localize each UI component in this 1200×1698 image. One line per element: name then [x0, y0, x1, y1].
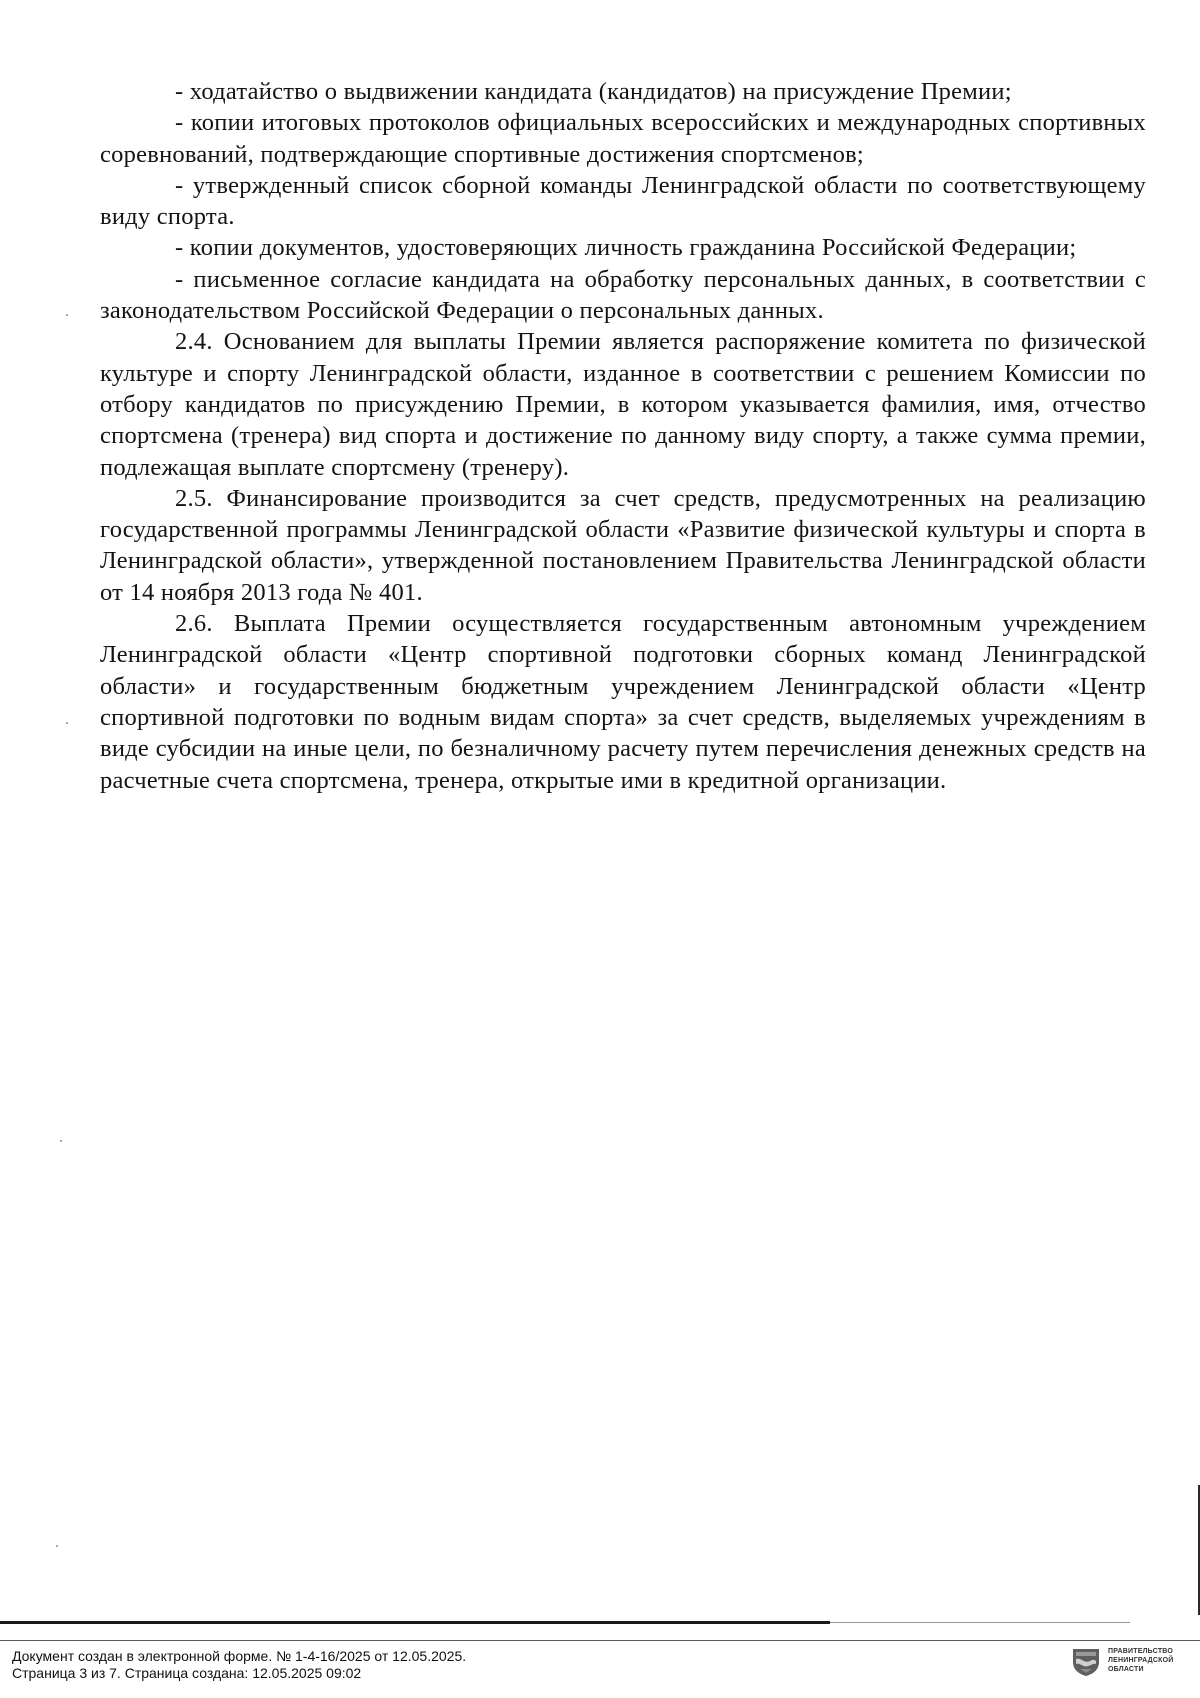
- footer-document-info: Документ создан в электронной форме. № 1-4-16/2025 от 12.05.2025.: [12, 1648, 467, 1664]
- list-item-protocol-copies: - копии итоговых протоколов официальных всероссийских и международных спортивных соревнований, подтверждающие спортивные достижения спортсменов;: [100, 109, 1146, 168]
- scan-bottom-rule: [0, 1621, 830, 1624]
- footer-page-info: Страница 3 из 7. Страница создана: 12.05.2025 09:02: [12, 1665, 362, 1681]
- list-item-team-roster: - утвержденный список сборной команды Ленинградской области по соответствующему виду спорта.: [100, 171, 1146, 231]
- section-2-4-paragraph: 2.4. Основанием для выплаты Премии является распоряжение комитета по физической культуре и спорту Ленинградской области, изданное в соответствии с решением Комиссии по отбору кандидатов по присуждению Премии, в котором указывается фамилия, имя, отчество спортсмена (тренера) вид спорта и достижение по данному виду спорту, а также сумма премии, подлежащая выплате спортсмену (тренеру).: [100, 328, 1146, 481]
- scan-speck: [60, 1140, 62, 1142]
- section-2-5-paragraph: 2.5. Финансирование производится за счет средств, предусмотренных на реализацию государственной программы Ленинградской области «Развитие физической культуры и спорта в Ленинградской области», утвержденной постановлением Правительства Ленинградской области от 14 ноября 2013 года № 401.: [100, 484, 1146, 606]
- logo-line-2: ЛЕНИНГРАДСКОЙ: [1108, 1657, 1174, 1664]
- government-logo: [1071, 1647, 1173, 1682]
- electronic-document-footer: [12, 1648, 466, 1682]
- scan-speck: [56, 1545, 58, 1547]
- government-logo-text: [1108, 1647, 1173, 1674]
- list-item-identity-documents: - копии документов, удостоверяющих личность гражданина Российской Федерации;: [175, 234, 1077, 262]
- list-item-petition: - ходатайство о выдвижении кандидата (кандидатов) на присуждение Премии;: [175, 78, 1012, 105]
- list-item-data-consent: - письменное согласие кандидата на обработку персональных данных, в соответствии с законодательством Российской Федерации о персональных данных.: [100, 265, 1146, 325]
- document-body: [100, 76, 1146, 796]
- scan-speck: [66, 722, 68, 724]
- logo-line-1: ПРАВИТЕЛЬСТВО: [1108, 1648, 1174, 1655]
- scan-bottom-rule-fade: [830, 1622, 1130, 1623]
- footer-divider: [0, 1640, 1200, 1641]
- scan-speck: [66, 314, 68, 316]
- section-2-6-paragraph: 2.6. Выплата Премии осуществляется государственным автономным учреждением Ленинградской области «Центр спортивной подготовки сборных команд Ленинградской области» и государственным бюджетным учреждением Ленинградской области «Центр спортивной подготовки по водным видам спорта» за счет средств, выделяемых учреждениям в виде субсидии на иные цели, по безналичному расчету путем перечисления денежных средств на расчетные счета спортсмена, тренера, открытые ими в кредитной организации.: [100, 610, 1146, 794]
- leningrad-oblast-emblem-icon: [1071, 1647, 1101, 1682]
- logo-line-3: ОБЛАСТИ: [1108, 1666, 1144, 1673]
